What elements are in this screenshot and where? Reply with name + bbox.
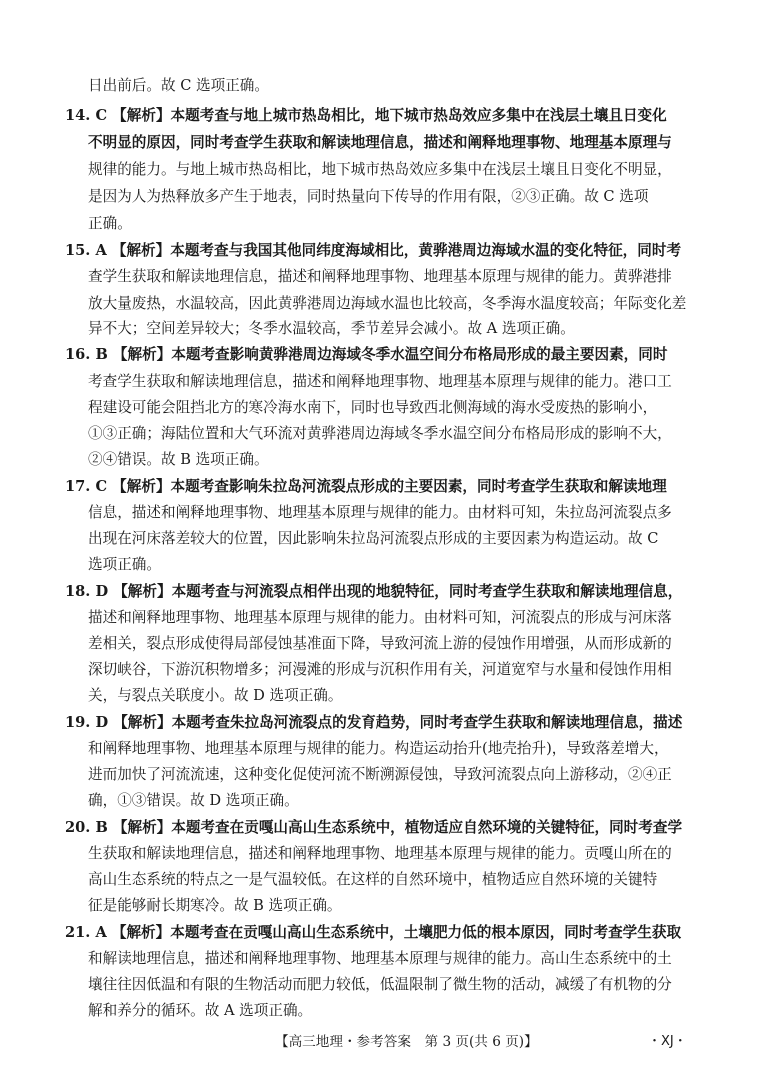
question-19-heading: 19. D 【解析】本题考查朱拉岛河流裂点的发育趋势，同时考查学生获取和解读地理信息，描述 bbox=[65, 714, 683, 731]
text-line: 和解读地理信息，描述和阐释地理事物、地理基本原理与规律的能力。高山生态系统中的土 bbox=[88, 950, 672, 967]
text-line: 关，与裂点关联度小。故 D 选项正确。 bbox=[88, 687, 343, 704]
text-line: 信息，描述和阐释地理事物、地理基本原理与规律的能力。由材料可知，朱拉岛河流裂点多 bbox=[88, 504, 672, 521]
text-line: 查学生获取和解读地理信息，描述和阐释地理事物、地理基本原理与规律的能力。黄骅港排 bbox=[88, 268, 672, 285]
text-line: 征是能够耐长期寒冷。故 B 选项正确。 bbox=[88, 897, 342, 914]
text-line: ①③正确；海陆位置和大气环流对黄骅港周边海域冬季水温空间分布格局形成的影响不大， bbox=[88, 425, 672, 442]
question-14-heading: 14. C 【解析】本题考查与地上城市热岛相比，地下城市热岛效应多集中在浅层土壤且日变化 bbox=[65, 107, 667, 124]
page-footer bbox=[0, 1032, 764, 1052]
question-21-heading: 21. A 【解析】本题考查在贡嘎山高山生态系统中，土壤肥力低的根本原因，同时考查学生获取 bbox=[65, 924, 682, 941]
text-line: 异不大；空间差异较大；冬季水温较高，季节差异会减小。故 A 选项正确。 bbox=[88, 320, 575, 337]
question-17-heading: 17. C 【解析】本题考查影响朱拉岛河流裂点形成的主要因素，同时考查学生获取和解读地理 bbox=[65, 478, 667, 495]
text-line: 描述和阐释地理事物、地理基本原理与规律的能力。由材料可知，河流裂点的形成与河床落 bbox=[88, 609, 672, 626]
text-line: 日出前后。故 C 选项正确。 bbox=[88, 77, 269, 94]
text-line: 高山生态系统的特点之一是气温较低。在这样的自然环境中，植物适应自然环境的关键特 bbox=[88, 871, 658, 888]
text-line: 考查学生获取和解读地理信息，描述和阐释地理事物、地理基本原理与规律的能力。港口工 bbox=[88, 373, 672, 390]
text-line: 深切峡谷，下游沉积物增多；河漫滩的形成与沉积作用有关，河道宽窄与水量和侵蚀作用相 bbox=[88, 661, 672, 678]
text-line: 正确。 bbox=[88, 215, 132, 232]
text-line: 程建设可能会阻挡北方的寒冷海水南下，同时也导致西北侧海域的海水受废热的影响小， bbox=[88, 399, 658, 416]
text-line: 解和养分的循环。故 A 选项正确。 bbox=[88, 1002, 313, 1019]
question-16-heading: 16. B 【解析】本题考查影响黄骅港周边海域冬季水温空间分布格局形成的最主要因素，同时 bbox=[65, 346, 668, 363]
text-line: 是因为人为热释放多产生于地表，同时热量向下传导的作用有限，②③正确。故 C 选项 bbox=[88, 188, 649, 205]
question-18-heading: 18. D 【解析】本题考查与河流裂点相伴出现的地貌特征，同时考查学生获取和解读地理信息， bbox=[65, 583, 683, 600]
text-line: 进而加快了河流流速，这种变化促使河流不断溯源侵蚀，导致河流裂点向上游移动，②④正 bbox=[88, 766, 672, 783]
text-line: 差相关，裂点形成使得局部侵蚀基准面下降，导致河流上游的侵蚀作用增强，从而形成新的 bbox=[88, 635, 672, 652]
text-line: 和阐释地理事物、地理基本原理与规律的能力。构造运动抬升(地壳抬升)，导致落差增大， bbox=[88, 740, 669, 757]
footer-code: ・XJ・ bbox=[648, 1034, 687, 1049]
text-line: 壤往往因低温和有限的生物活动而肥力较低，低温限制了微生物的活动，减缓了有机物的分 bbox=[88, 976, 672, 993]
text-line: 确，①③错误。故 D 选项正确。 bbox=[88, 792, 299, 809]
footer-page-info: 【高三地理・参考答案 第 3 页(共 6 页)】 bbox=[275, 1034, 538, 1050]
question-20-heading: 20. B 【解析】本题考查在贡嘎山高山生态系统中，植物适应自然环境的关键特征，同时考查学 bbox=[65, 819, 683, 836]
text-line: ②④错误。故 B 选项正确。 bbox=[88, 451, 269, 468]
text-line: 出现在河床落差较大的位置，因此影响朱拉岛河流裂点形成的主要因素为构造运动。故 C bbox=[88, 530, 659, 547]
text-line: 生获取和解读地理信息，描述和阐释地理事物、地理基本原理与规律的能力。贡嘎山所在的 bbox=[88, 845, 672, 862]
text-line: 不明显的原因，同时考查学生获取和解读地理信息，描述和阐释地理事物、地理基本原理与 bbox=[88, 134, 672, 151]
text-line: 规律的能力。与地上城市热岛相比，地下城市热岛效应多集中在浅层土壤且日变化不明显， bbox=[88, 161, 672, 178]
question-15-heading: 15. A 【解析】本题考查与我国其他同纬度海域相比，黄骅港周边海域水温的变化特征，同时考 bbox=[65, 242, 682, 259]
text-line: 放大量废热，水温较高，因此黄骅港周边海域水温也比较高，冬季海水温度较高；年际变化差 bbox=[88, 295, 687, 312]
text-line: 选项正确。 bbox=[88, 556, 161, 573]
